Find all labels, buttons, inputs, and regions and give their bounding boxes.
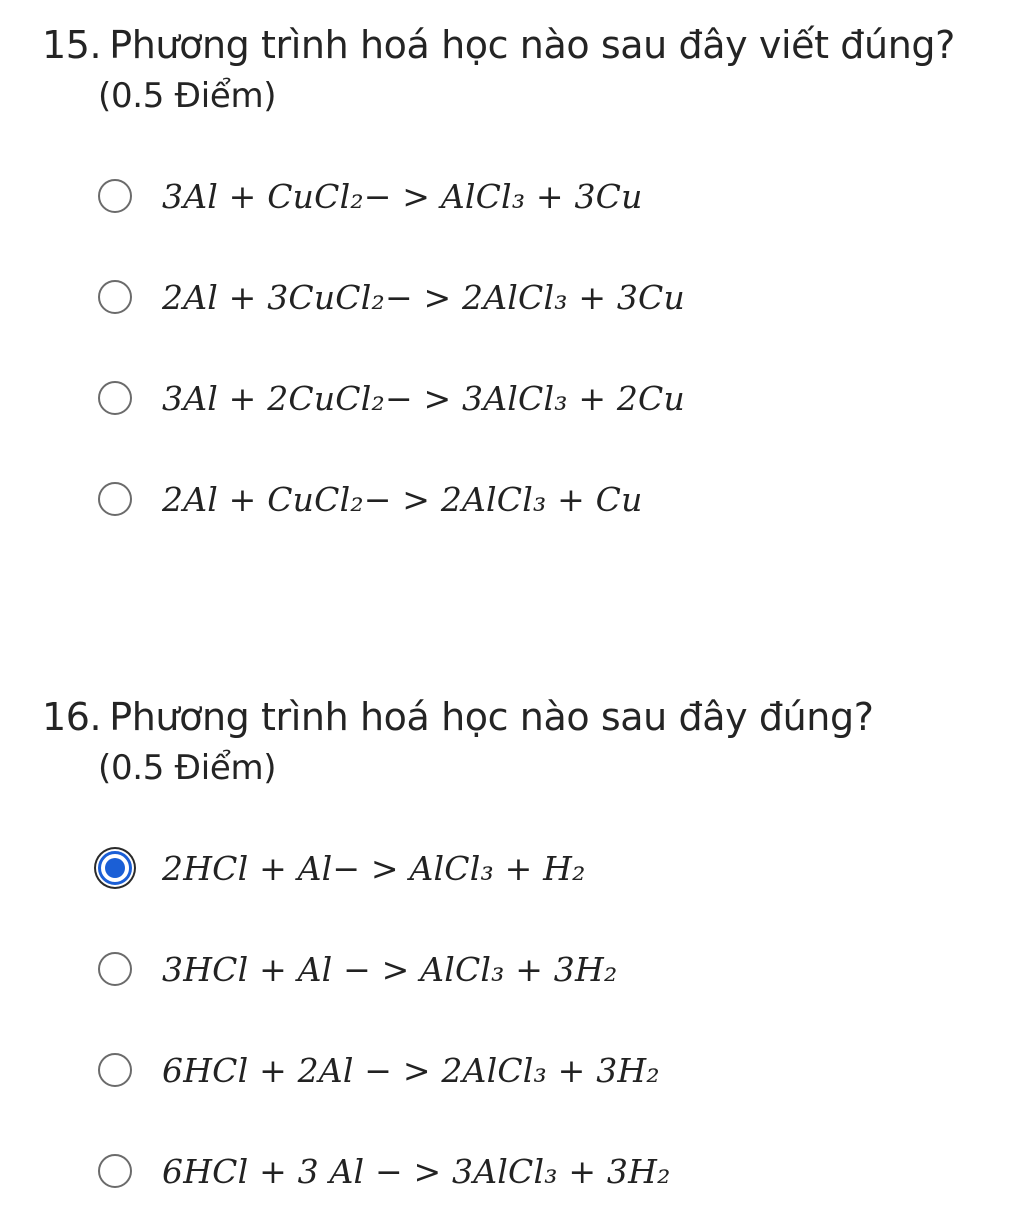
option-label: 6HCl + 3 Al − > 3AlCl₃ + 3H₂ xyxy=(162,1151,671,1191)
radio-button[interactable] xyxy=(98,1154,132,1188)
radio-button[interactable] xyxy=(98,1053,132,1087)
option-label: 3HCl + Al − > AlCl₃ + 3H₂ xyxy=(162,949,618,989)
option-1[interactable] xyxy=(98,838,586,898)
option-label: 3Al + 2CuCl₂− > 3AlCl₃ + 2Cu xyxy=(162,378,685,418)
question-title xyxy=(42,694,873,740)
question-points: (0.5 Điểm) xyxy=(98,76,277,116)
question-number: 15. xyxy=(42,23,102,67)
option-label: 2Al + 3CuCl₂− > 2AlCl₃ + 3Cu xyxy=(162,277,685,317)
question-number: 16. xyxy=(42,695,102,739)
radio-button[interactable] xyxy=(98,381,132,415)
option-4[interactable] xyxy=(98,1141,671,1201)
option-3[interactable] xyxy=(98,368,685,428)
option-3[interactable] xyxy=(98,1040,660,1100)
option-2[interactable] xyxy=(98,267,685,327)
option-2[interactable] xyxy=(98,939,617,999)
option-label: 3Al + CuCl₂− > AlCl₃ + 3Cu xyxy=(162,176,643,216)
option-label: 2Al + CuCl₂− > 2AlCl₃ + Cu xyxy=(162,479,643,519)
radio-button[interactable] xyxy=(98,952,132,986)
option-label: 2HCl + Al− > AlCl₃ + H₂ xyxy=(162,848,586,888)
question-points: (0.5 Điểm) xyxy=(98,748,277,788)
option-1[interactable] xyxy=(98,166,643,226)
radio-button-selected[interactable] xyxy=(98,851,132,885)
option-4[interactable] xyxy=(98,469,643,529)
radio-button[interactable] xyxy=(98,179,132,213)
radio-button[interactable] xyxy=(98,280,132,314)
question-text: Phương trình hoá học nào sau đây đúng? xyxy=(109,695,874,739)
option-label: 6HCl + 2Al − > 2AlCl₃ + 3H₂ xyxy=(162,1050,660,1090)
radio-button[interactable] xyxy=(98,482,132,516)
question-text: Phương trình hoá học nào sau đây viết đúng? xyxy=(109,23,955,67)
question-title xyxy=(42,22,955,68)
